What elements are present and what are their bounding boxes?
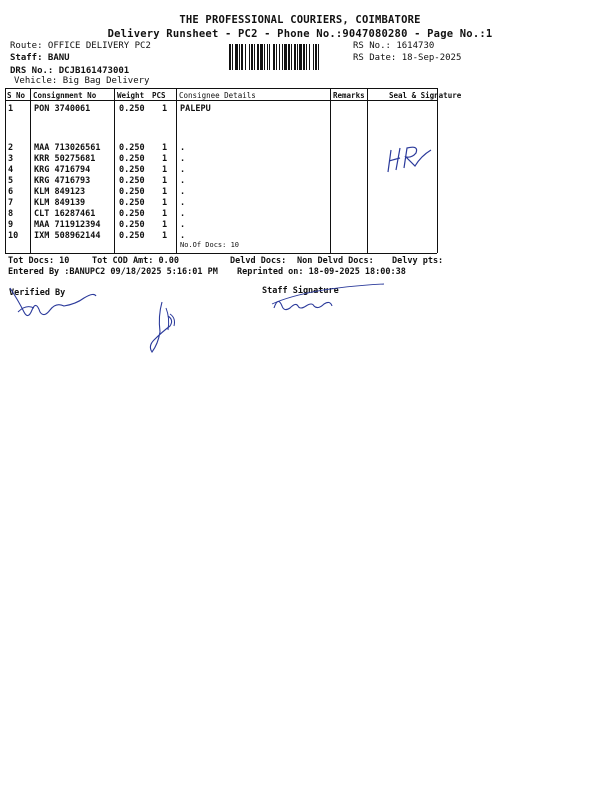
table-row xyxy=(0,143,600,154)
col-header-remarks: Remarks xyxy=(333,91,365,100)
cell-weight: 0.250 xyxy=(119,220,145,230)
cell-pcs: 1 xyxy=(162,104,168,114)
barcode-bar xyxy=(294,44,296,70)
barcode-bar xyxy=(282,44,283,70)
barcode-bar xyxy=(315,44,317,70)
runsheet-subtitle: Delivery Runsheet - PC2 - Phone No.:9047080280 - Page No.:1 xyxy=(107,28,493,40)
cell-sno: 8 xyxy=(8,209,14,219)
cell-sno: 5 xyxy=(8,176,14,186)
handwritten-signature-mark xyxy=(140,296,190,358)
cell-pcs: 1 xyxy=(162,220,168,230)
seal-handwritten-initials xyxy=(385,142,435,176)
cell-consignee: . xyxy=(180,220,186,230)
verified-by-signature xyxy=(4,282,104,326)
barcode-bar xyxy=(309,44,310,70)
verified-by-label: Verified By xyxy=(9,288,66,298)
cell-sno: 10 xyxy=(8,231,19,241)
barcode-bar xyxy=(279,44,280,70)
cell-sno: 1 xyxy=(8,104,14,114)
col-header-seal: Seal & Signature xyxy=(389,91,462,100)
barcode-bar xyxy=(241,44,243,70)
cell-consignment: KRG 4716794 xyxy=(34,165,91,175)
cell-weight: 0.250 xyxy=(119,187,145,197)
cell-consignee: . xyxy=(180,187,186,197)
table-row xyxy=(0,165,600,176)
entered-by: Entered By :BANUPC2 09/18/2025 5:16:01 PM xyxy=(8,267,218,277)
no-of-docs: No.Of Docs: 10 xyxy=(180,241,240,249)
table-row xyxy=(0,231,600,242)
col-header-consignee: Consignee Details xyxy=(179,91,256,100)
cell-weight: 0.250 xyxy=(119,143,145,153)
barcode-bar xyxy=(235,44,238,70)
barcode-bar xyxy=(251,44,253,70)
cell-weight: 0.250 xyxy=(119,198,145,208)
cell-pcs: 1 xyxy=(162,187,168,197)
vehicle-label: Vehicle: Big Bag Delivery xyxy=(14,76,150,86)
cell-consignee: . xyxy=(180,198,186,208)
barcode-bar xyxy=(229,44,231,70)
barcode-bar xyxy=(303,44,305,70)
cell-pcs: 1 xyxy=(162,165,168,175)
route-label: Route: OFFICE DELIVERY PC2 xyxy=(10,41,151,51)
cell-pcs: 1 xyxy=(162,209,168,219)
tot-cod-amount: Tot COD Amt: 0.00 xyxy=(92,256,179,266)
barcode-bar xyxy=(267,44,268,70)
barcode-bar xyxy=(284,44,287,70)
barcode-bar xyxy=(232,44,233,70)
cell-sno: 3 xyxy=(8,154,14,164)
cell-sno: 4 xyxy=(8,165,14,175)
col-header-consignment: Consignment No xyxy=(33,91,97,100)
barcode-bar xyxy=(239,44,240,70)
barcode-bar xyxy=(313,44,314,70)
col-header-pcs: PCS xyxy=(152,91,166,100)
delvd-docs: Delvd Docs: xyxy=(230,256,287,266)
non-delvd-docs: Non Delvd Docs: xyxy=(297,256,374,266)
barcode-bar xyxy=(273,44,275,70)
barcode xyxy=(229,44,349,70)
col-header-weight: Weight xyxy=(117,91,145,100)
header-divider xyxy=(5,100,437,101)
cell-pcs: 1 xyxy=(162,176,168,186)
cell-consignee: . xyxy=(180,154,186,164)
cell-pcs: 1 xyxy=(162,198,168,208)
staff-signature xyxy=(268,282,392,318)
rs-number: RS No.: 1614730 xyxy=(353,41,435,51)
company-title: THE PROFESSIONAL COURIERS, COIMBATORE xyxy=(179,14,421,26)
rs-date: RS Date: 18-Sep-2025 xyxy=(353,53,462,63)
drs-number: DRS No.: DCJB161473001 xyxy=(10,66,130,76)
barcode-bar xyxy=(254,44,255,70)
cell-consignment: KLM 849123 xyxy=(34,187,86,197)
barcode-bar xyxy=(288,44,290,70)
delvy-pts: Delvy pts: xyxy=(392,256,444,266)
tot-docs: Tot Docs: 10 xyxy=(8,256,70,266)
table-row xyxy=(0,209,600,220)
cell-consignment: MAA 711912394 xyxy=(34,220,101,230)
cell-sno: 2 xyxy=(8,143,14,153)
cell-consignee: . xyxy=(180,143,186,153)
cell-weight: 0.250 xyxy=(119,165,145,175)
barcode-bar xyxy=(318,44,319,70)
cell-sno: 7 xyxy=(8,198,14,208)
cell-weight: 0.250 xyxy=(119,176,145,186)
cell-weight: 0.250 xyxy=(119,104,145,114)
cell-pcs: 1 xyxy=(162,143,168,153)
cell-consignment: CLT 16287461 xyxy=(34,209,96,219)
barcode-bar xyxy=(249,44,250,70)
cell-weight: 0.250 xyxy=(119,231,145,241)
staff-label: Staff: BANU xyxy=(10,53,70,63)
cell-consignment: KRR 50275681 xyxy=(34,154,96,164)
table-row xyxy=(0,104,600,115)
cell-consignment: KRG 4716793 xyxy=(34,176,91,186)
cell-consignee: PALEPU xyxy=(180,104,211,114)
table-row xyxy=(0,220,600,231)
staff-signature-label: Staff Signature xyxy=(262,286,339,296)
table-row xyxy=(0,154,600,165)
reprinted-on: Reprinted on: 18-09-2025 18:00:38 xyxy=(237,267,406,277)
cell-weight: 0.250 xyxy=(119,154,145,164)
barcode-bar xyxy=(276,44,277,70)
cell-sno: 9 xyxy=(8,220,14,230)
cell-pcs: 1 xyxy=(162,231,168,241)
cell-consignment: PON 3740061 xyxy=(34,104,91,114)
barcode-bar xyxy=(264,44,265,70)
col-header-sno: S No xyxy=(7,91,26,100)
barcode-bar xyxy=(299,44,302,70)
cell-sno: 6 xyxy=(8,187,14,197)
cell-consignment: MAA 713026561 xyxy=(34,143,101,153)
cell-consignment: KLM 849139 xyxy=(34,198,86,208)
cell-consignee: . xyxy=(180,176,186,186)
table-row xyxy=(0,187,600,198)
cell-consignment: IXM 508962144 xyxy=(34,231,101,241)
barcode-bar xyxy=(245,44,246,70)
barcode-bar xyxy=(269,44,270,70)
barcode-bar xyxy=(291,44,292,70)
cell-pcs: 1 xyxy=(162,154,168,164)
table-row xyxy=(0,176,600,187)
barcode-bar xyxy=(260,44,263,70)
table-row xyxy=(0,198,600,209)
barcode-bar xyxy=(306,44,307,70)
cell-consignee: . xyxy=(180,165,186,175)
cell-weight: 0.250 xyxy=(119,209,145,219)
barcode-bar xyxy=(297,44,298,70)
cell-consignee: . xyxy=(180,209,186,219)
barcode-bar xyxy=(257,44,259,70)
cell-consignee: . xyxy=(180,231,186,241)
